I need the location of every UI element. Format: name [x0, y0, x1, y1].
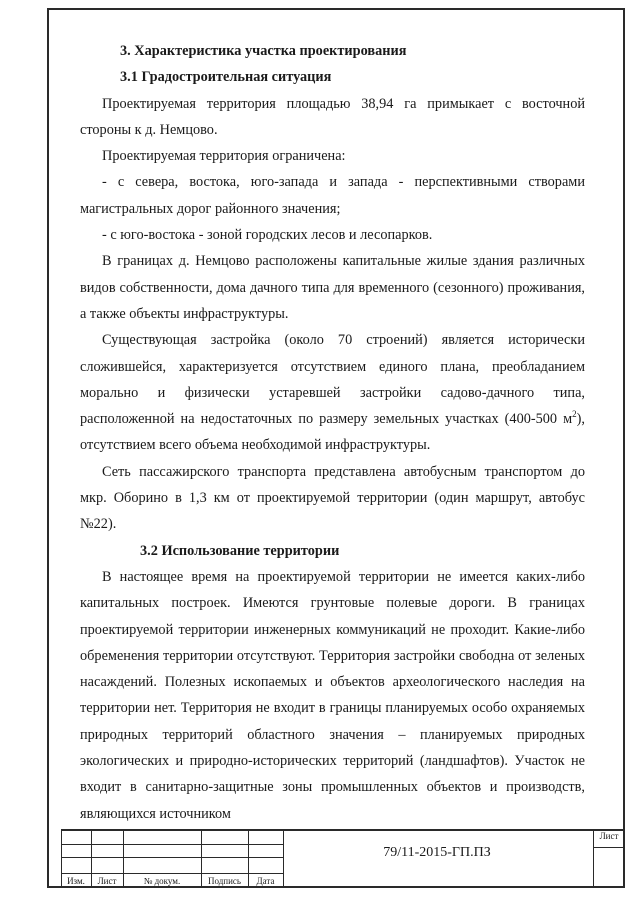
- paragraph-transport: Сеть пассажирского транспорта представлена автобусным транспортом до мкр. Оборино в 1,3 км от проектируемой территории (один маршрут, автобус №22).: [80, 463, 585, 533]
- stamp-col-change: Изм.: [67, 876, 85, 886]
- stamp-col-date: Дата: [256, 876, 275, 886]
- stamp-col-doc-number: № докум.: [143, 876, 181, 886]
- stamp-col-signature: Подпись: [207, 876, 242, 886]
- paragraph-area: Проектируемая территория площадью 38,94 га примыкает с восточной стороны к д. Немцово.: [80, 95, 585, 138]
- subsection-heading-3-1: 3.1 Градостроительная ситуация: [120, 69, 332, 86]
- subsection-heading-3-2: 3.2 Использование территории: [140, 542, 340, 559]
- document-code: 79/11-2015-ГП.ПЗ: [383, 845, 491, 860]
- document-body: [80, 38, 585, 827]
- paragraph-bound-southeast: - с юго-востока - зоной городских лесов и лесопарков.: [102, 227, 433, 244]
- paragraph-village: В границах д. Немцово расположены капитальные жилые здания различных видов собственности, дома дачного типа для временного (сезонного) проживания, а также объекты инфраструктуры.: [80, 253, 585, 322]
- paragraph-existing-buildings: Существующая застройка (около 70 строений) является исторически сложившейся, характеризуется отсутствием единого плана, преобладанием морально и физически устаревшей застройки садово-дачного типа, расположенной на недостаточных по размеру земельных участках (400-500 $м^2$), отсутствием всего объема необходимой инфраструктуры.: [80, 332, 585, 454]
- paragraph-bounds: Проектируемая территория ограничена:: [102, 148, 346, 165]
- paragraph-territory-use: В настоящее время на проектируемой территории не имеется каких-либо капитальных построек. Имеются грунтовые полевые дороги. В границах проектируемой территории инженерных коммуникаций не проходит. Какие-либо обременения территории отсутствуют. Территория застройки свободна от зеленых насаждений. Полезных ископаемых и объектов археологического наследия на территории нет. Территория не входит в границы планируемых особо охраняемых природных территорий областного значения – планируемых природных экологических и природно-исторических территорий (ландшафтов). Участок не входит в санитарно-защитные зоны промышленных объектов и производств, являющихся источником: [80, 568, 585, 822]
- paragraph-bound-north: - с севера, востока, юго-запада и запада - перспективными створами магистральных дорог районного значения;: [80, 174, 585, 217]
- stamp-col-sheet: Лист: [97, 876, 117, 886]
- section-heading: 3. Характеристика участка проектирования: [120, 43, 407, 59]
- title-block-stamp: [61, 829, 625, 888]
- sheet-label: Лист: [599, 831, 619, 841]
